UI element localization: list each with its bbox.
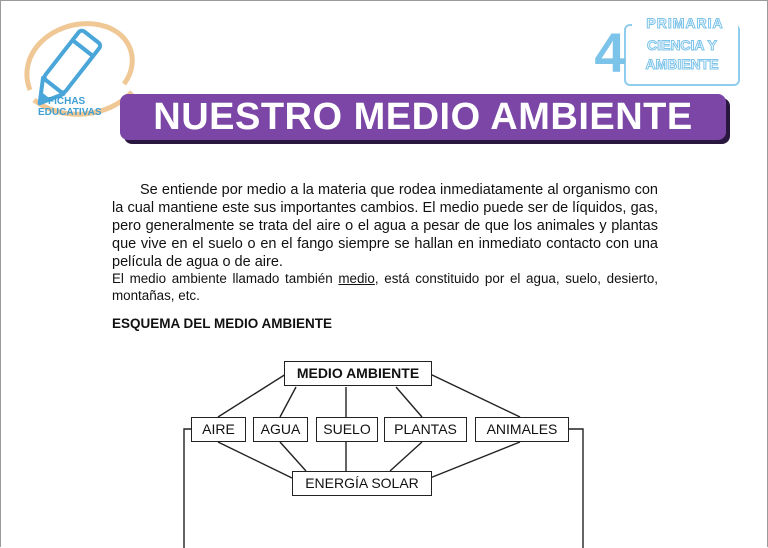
node-animales: ANIMALES [475,417,569,442]
connector-root-aire [218,374,286,417]
page-title: NUESTRO MEDIO AMBIENTE [120,94,726,140]
node-agua: AGUA [253,417,308,442]
node-energia-solar: ENERGÍA SOLAR [292,471,432,496]
node-plantas: PLANTAS [384,417,467,442]
connector-root-agua [280,387,296,417]
section-title: ESQUEMA DEL MEDIO AMBIENTE [112,316,333,331]
left-bracket [184,429,191,548]
badge-subject-line-1: CIENCIA Y [646,37,717,53]
right-bracket [569,429,583,548]
connector-agua-energia [280,442,306,471]
connector-root-plantas [396,387,422,417]
definition-text-start: El medio ambiente llamado también [112,271,339,286]
badge-level: PRIMARIA [632,14,738,32]
connector-aire-energia [218,442,292,478]
connector-animales-energia [430,442,520,478]
connector-root-animales [430,374,520,417]
logo-line-2: EDUCATIVAS [38,107,102,118]
badge-subject-line-2: AMBIENTE [645,56,719,72]
intro-paragraph: Se entiende por medio a la materia que rodea inmediatamente al organismo con la cual mantiene este sus importantes cambios. El medio puede ser de líquidos, gas, pero generalmente se trata del aire o el agua a pesar de que los animales y plantas que vive en el suelo o en el fango siempre se hallan en inmediato contacto con una película de agua o de aire. [112,182,658,270]
connector-plantas-energia [390,442,422,471]
logo-line-1: FICHAS [48,96,86,107]
node-medio-ambiente: MEDIO AMBIENTE [284,361,432,386]
node-aire: AIRE [191,417,246,442]
definition-text-end: , está constituido por el agua, suelo, desierto, montañas, etc. [112,271,658,303]
node-suelo: SUELO [316,417,378,442]
grade-number: 4 [594,21,626,84]
medio-link[interactable]: medio [338,271,375,286]
